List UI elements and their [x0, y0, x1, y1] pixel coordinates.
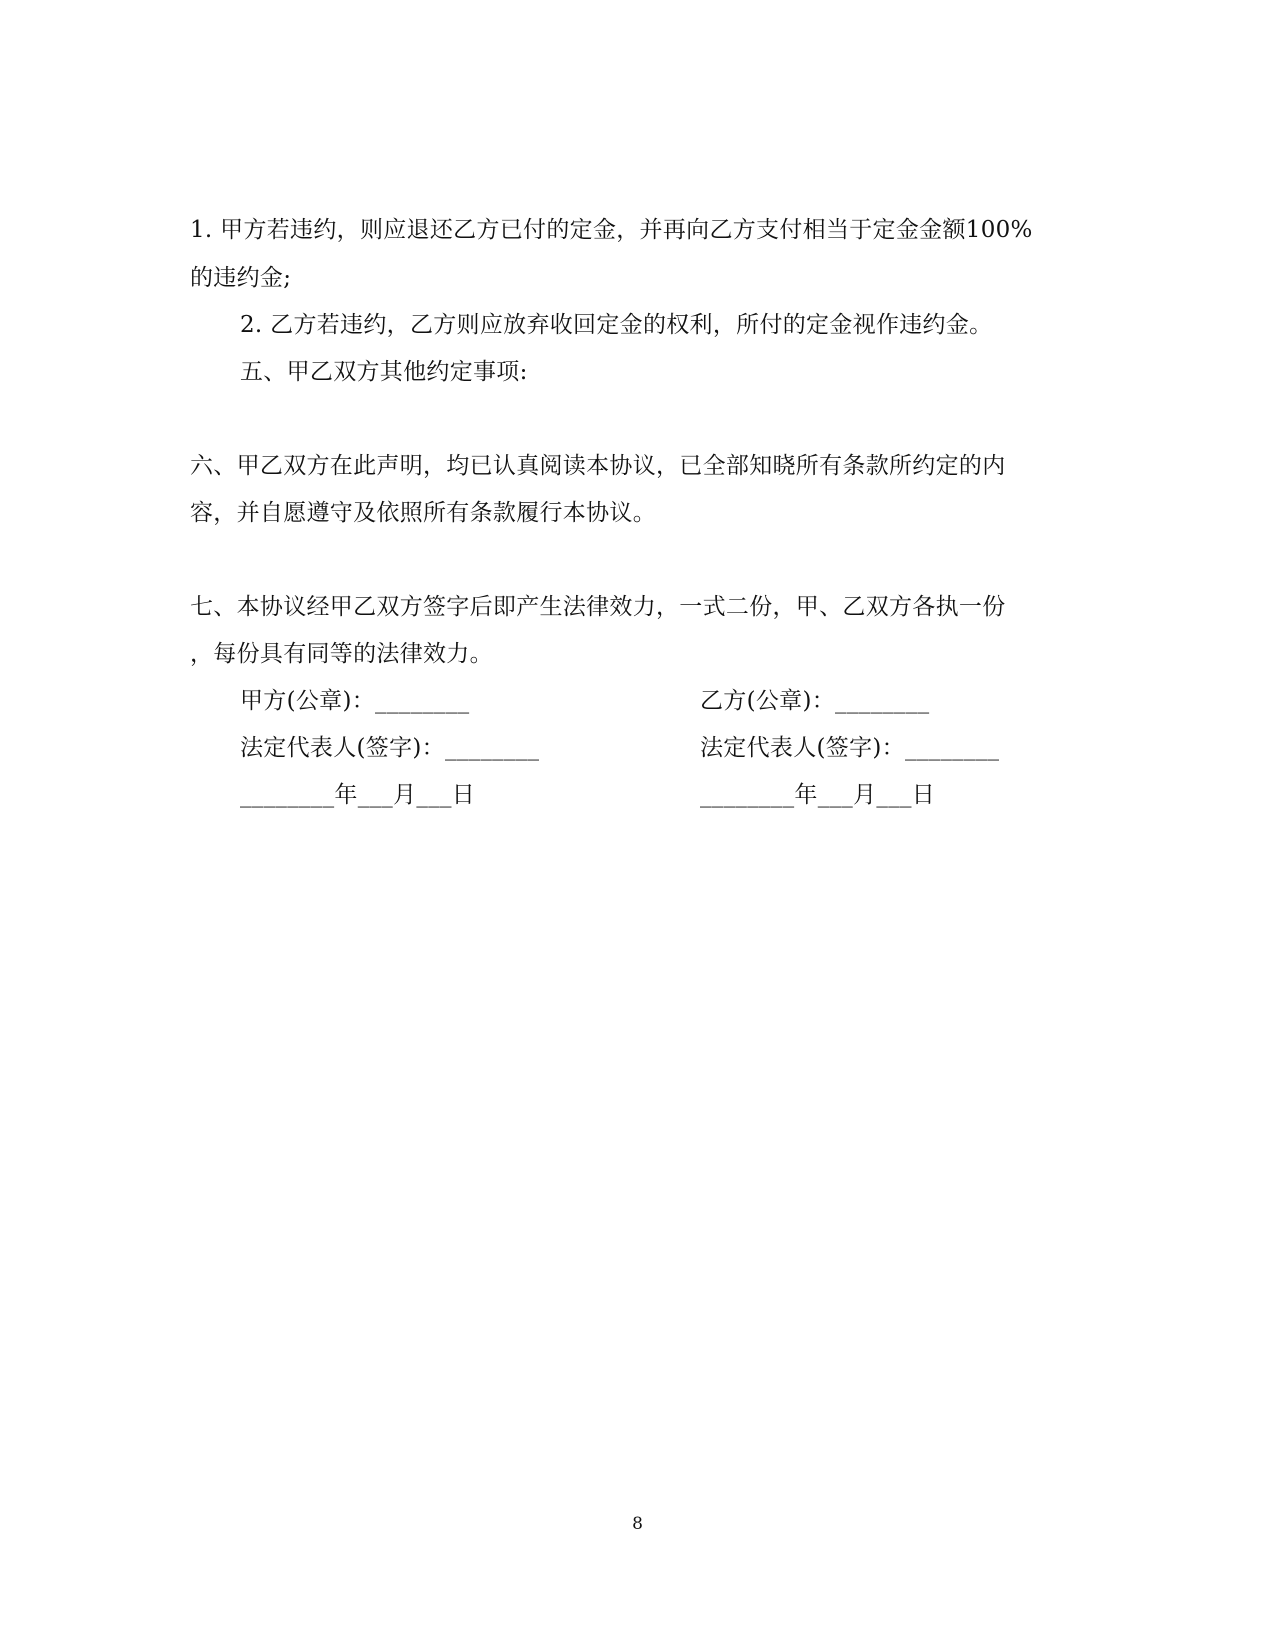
party-b-date-field: ________年___月___日 [700, 782, 936, 808]
section-5-heading: 五、甲乙双方其他约定事项: [240, 359, 528, 385]
section-7-line-2: ，每份具有同等的法律效力。 [190, 641, 493, 667]
clause-1-line-2: 的违约金; [190, 265, 292, 291]
page-number: 8 [632, 1514, 643, 1534]
party-a-date-field: ________年___月___日 [240, 782, 476, 808]
party-b-seal-field: 乙方(公章)：________ [700, 688, 930, 714]
section-6-line-1: 六、甲乙双方在此声明，均已认真阅读本协议，已全部知晓所有条款所约定的内 [190, 453, 1006, 479]
party-a-seal-field: 甲方(公章)：________ [240, 688, 470, 714]
section-6-line-2: 容，并自愿遵守及依照所有条款履行本协议。 [190, 500, 656, 526]
party-a-representative-field: 法定代表人(签字)：________ [240, 735, 540, 761]
clause-2: 2. 乙方若违约，乙方则应放弃收回定金的权利，所付的定金视作违约金。 [240, 312, 993, 338]
section-7-line-1: 七、本协议经甲乙双方签字后即产生法律效力，一式二份，甲、乙双方各执一份 [190, 594, 1006, 620]
clause-1-line-1: 1. 甲方若违约，则应退还乙方已付的定金，并再向乙方支付相当于定金金额100% [190, 217, 1033, 243]
party-b-representative-field: 法定代表人(签字)：________ [700, 735, 1000, 761]
